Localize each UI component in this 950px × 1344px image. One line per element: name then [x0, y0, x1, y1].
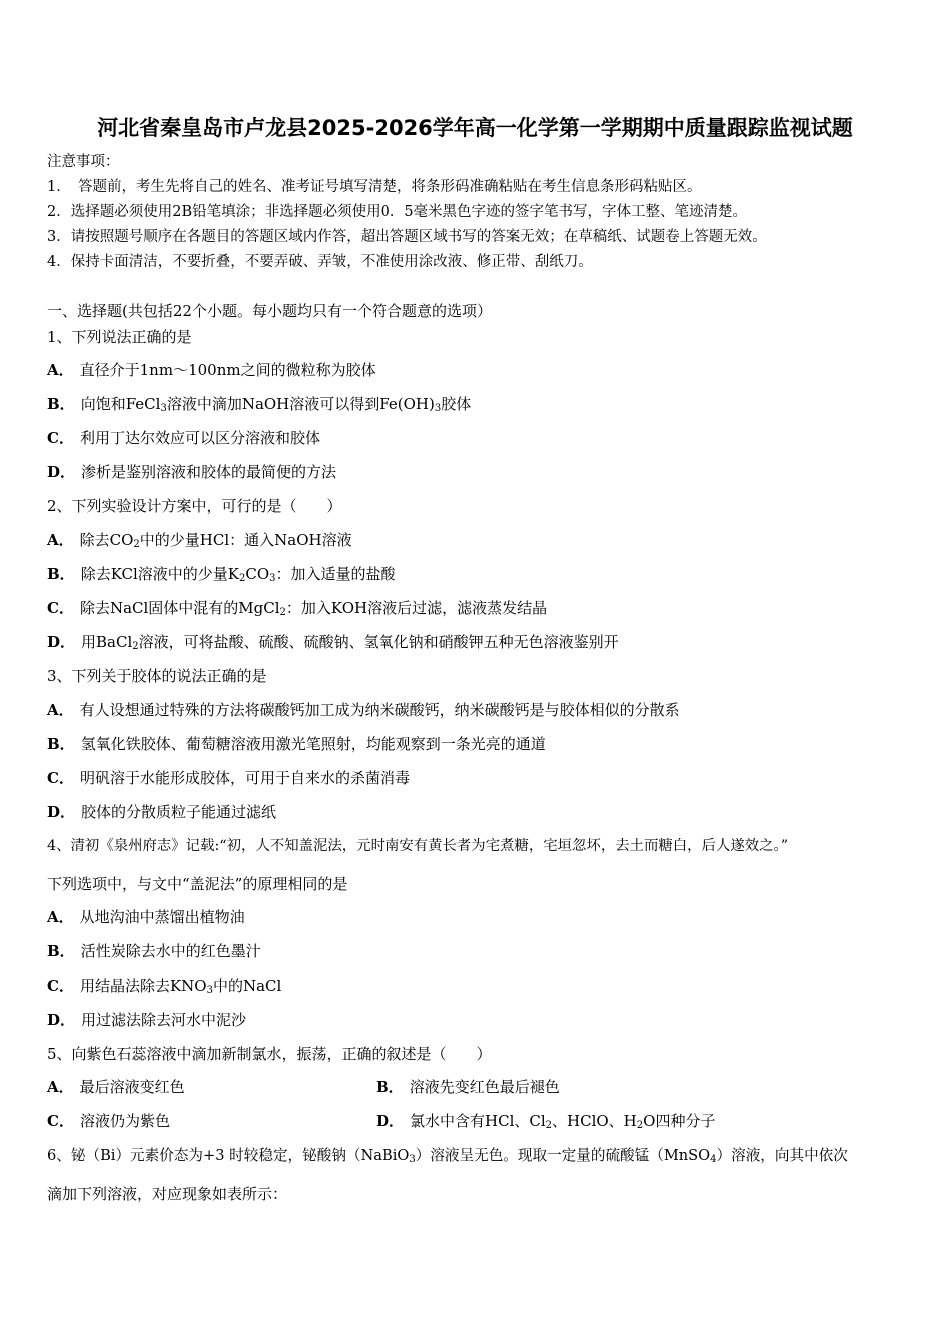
q1-option-d: D． 渗析是鉴别溶液和胶体的最简便的方法 — [47, 463, 337, 481]
q4-option-a: A． 从地沟油中蒸馏出植物油 — [47, 908, 245, 926]
q3-option-c: C． 明矾溶于水能形成胶体，可用于自来水的杀菌消毒 — [47, 769, 410, 787]
q3-option-a: A． 有人设想通过特殊的方法将碳酸钙加工成为纳米碳酸钙，纳米碳酸钙是与胶体相似的分散系 — [47, 701, 680, 719]
q5-option-b: B． 溶液先变红色最后褪色 — [376, 1078, 560, 1096]
q2-option-c: C． 除去NaCl固体中混有的MgCl$_2$：加入KOH溶液后过滤，滤液蒸发结晶 — [47, 599, 548, 618]
question-6-stem: 6、铋（Bi）元素价态为+3 时较稳定，铋酸钠（NaBiO$_3$）溶液呈无色。现取一定量的硫酸锰（MnSO$_4$）溶液，向其中依次 — [47, 1147, 848, 1165]
q1-option-c: C． 利用丁达尔效应可以区分溶液和胶体 — [47, 429, 320, 447]
q3-option-d: D． 胶体的分散质粒子能通过滤纸 — [47, 803, 277, 821]
notice-item: 2．选择题必须使用2B铅笔填涂；非选择题必须使用0．5毫米黑色字迹的签字笔书写，字体工整、笔迹清楚。 — [47, 204, 748, 220]
q4-option-d: D． 用过滤法除去河水中泥沙 — [47, 1011, 247, 1029]
q4-option-c: C． 用结晶法除去$KNO_3$中的NaCl — [47, 977, 282, 996]
question-2-stem: 2、下列实验设计方案中，可行的是（ ） — [47, 497, 342, 515]
q1-option-b: B． 向饱和FeCl$_3$溶液中滴加NaOH溶液可以得到$Fe(OH)_3$胶体 — [47, 395, 472, 414]
notice-item: 1． 答题前，考生先将自己的姓名、准考证号填写清楚，将条形码准确粘贴在考生信息条形码粘贴区。 — [47, 179, 702, 195]
notice-item: 3．请按照题号顺序在各题目的答题区域内作答，超出答题区域书写的答案无效；在草稿纸、试题卷上答题无效。 — [47, 229, 767, 245]
q1-option-a: A． 直径介于1nm～100nm之间的微粒称为胶体 — [47, 361, 376, 379]
section-heading: 一、选择题(共包括22个小题。每小题均只有一个符合题意的选项） — [47, 302, 492, 320]
q2-option-a: A． 除去$CO_2$中的少量HCl：通入NaOH溶液 — [47, 531, 352, 550]
q5-option-a: A． 最后溶液变红色 — [47, 1078, 185, 1096]
notice-item: 4．保持卡面清洁，不要折叠，不要弄破、弄皱，不准使用涂改液、修正带、刮纸刀。 — [47, 254, 593, 270]
question-4-stem-line-2: 下列选项中，与文中“盖泥法”的原理相同的是 — [47, 875, 348, 893]
q3-option-b: B． 氢氧化铁胶体、葡萄糖溶液用激光笔照射，均能观察到一条光亮的通道 — [47, 735, 546, 753]
q5-option-c: C． 溶液仍为紫色 — [47, 1112, 170, 1130]
question-5-stem: 5、向紫色石蕊溶液中滴加新制氯水，振荡，正确的叙述是（ ） — [47, 1045, 492, 1063]
notice-heading: 注意事项： — [47, 154, 120, 170]
question-3-stem: 3、下列关于胶体的说法正确的是 — [47, 667, 267, 685]
q5-option-d: D． 氯水中含有HCl、$Cl_2$、HClO、$H_2O$四种分子 — [376, 1112, 716, 1131]
q2-option-d: D． 用BaCl$_2$溶液，可将盐酸、硫酸、硫酸钠、氢氧化钠和硝酸钾五种无色溶液鉴别开 — [47, 633, 619, 652]
question-6-stem-line-2: 滴加下列溶液，对应现象如表所示： — [47, 1185, 288, 1203]
page-title: 河北省秦皇岛市卢龙县2025-2026学年高一化学第一学期期中质量跟踪监视试题 — [97, 116, 853, 140]
q4-option-b: B． 活性炭除去水中的红色墨汁 — [47, 942, 261, 960]
question-4-stem: 4、清初《泉州府志》记载:“初，人不知盖泥法，元时南安有黄长者为宅煮糖，宅垣忽坏，去土而糖白，后人遂效之。” — [47, 838, 789, 854]
q2-option-b: B． 除去KCl溶液中的少量$K_2CO_3$：加入适量的盐酸 — [47, 565, 396, 584]
question-1-stem: 1、下列说法正确的是 — [47, 328, 192, 346]
